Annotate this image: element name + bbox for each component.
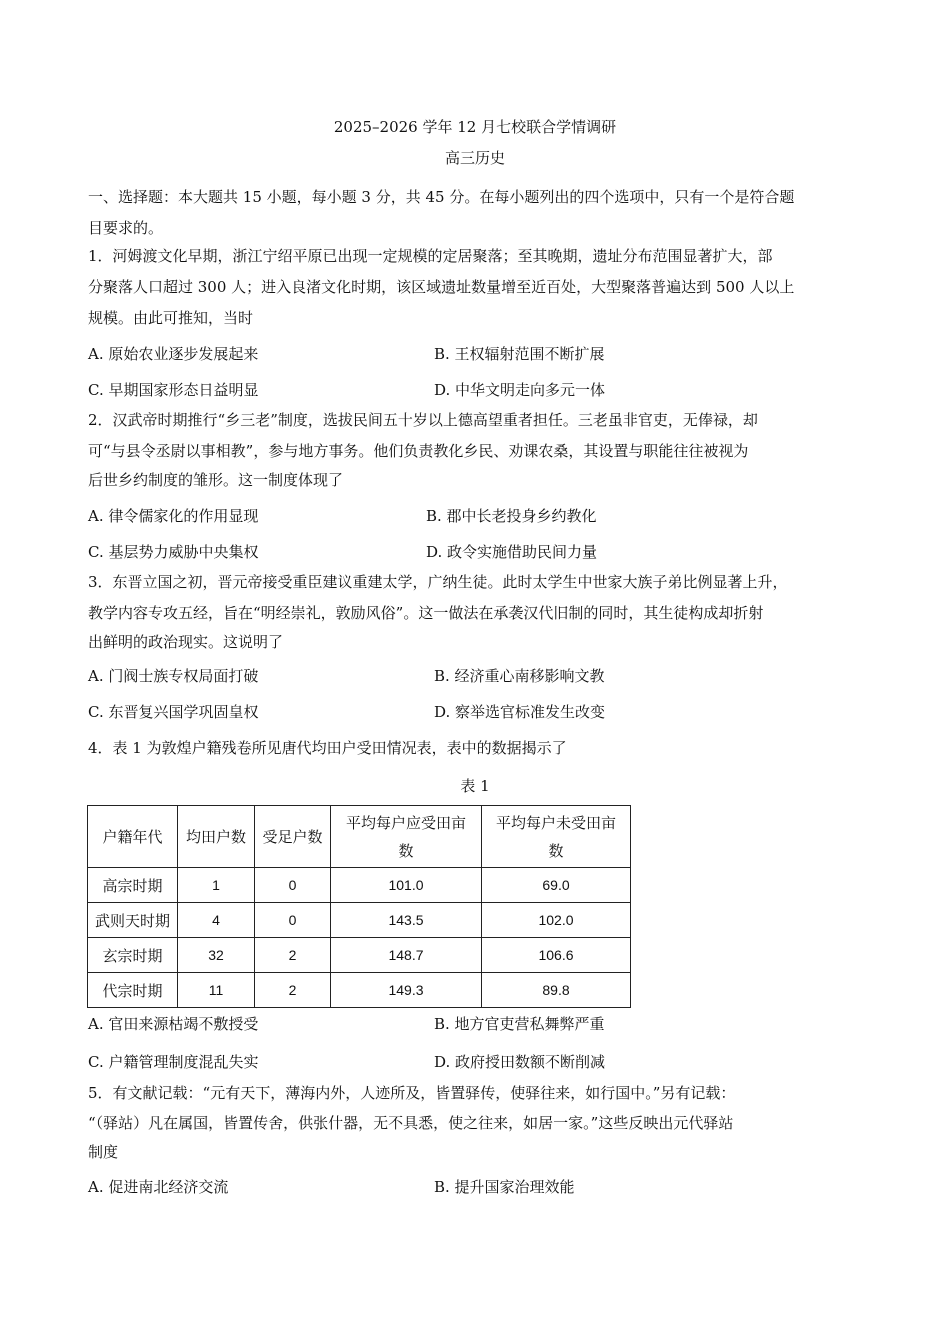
table-cell: 106.6: [482, 938, 631, 973]
q2-option-a[interactable]: A. 律令儒家化的作用显现: [88, 507, 259, 525]
table-cell: 102.0: [482, 903, 631, 938]
table-header-cell: 平均每户未受田亩 数: [482, 806, 631, 868]
table-cell: 32: [178, 938, 255, 973]
q5-stem-line2: “（驿站）凡在属国，皆置传舍，供张什器，无不具悉，使之往来，如居一家。”这些反映出元代驿站: [88, 1114, 734, 1132]
table-cell: 武则天时期: [88, 903, 178, 938]
table-cell: 2: [255, 938, 331, 973]
table-cell: 0: [255, 868, 331, 903]
section-instructions-line2: 目要求的。: [88, 219, 164, 237]
table-header-cell: 均田户数: [178, 806, 255, 868]
q1-stem-line3: 规模。由此可推知，当时: [88, 309, 254, 327]
q1-option-b[interactable]: B. 王权辐射范围不断扩展: [434, 345, 605, 363]
q5-stem-line1: 5．有文献记载：“元有天下，薄海内外，人迹所及，皆置驿传，使驿往来，如行国中。”另有记载：: [88, 1084, 736, 1102]
table-header-cell: 平均每户应受田亩 数: [331, 806, 482, 868]
table-cell: 143.5: [331, 903, 482, 938]
q2-stem-line3: 后世乡约制度的雏形。这一制度体现了: [88, 471, 344, 489]
q3-option-c[interactable]: C. 东晋复兴国学巩固皇权: [88, 703, 259, 721]
table-cell: 69.0: [482, 868, 631, 903]
table-cell: 148.7: [331, 938, 482, 973]
table-row: [88, 938, 631, 973]
table-header-cell: 户籍年代: [88, 806, 178, 868]
q4-option-c[interactable]: C. 户籍管理制度混乱失实: [88, 1053, 259, 1071]
table-row: [88, 868, 631, 903]
q5-option-a[interactable]: A. 促进南北经济交流: [88, 1178, 229, 1196]
table-cell: 高宗时期: [88, 868, 178, 903]
q1-option-a[interactable]: A. 原始农业逐步发展起来: [88, 345, 259, 363]
table-cell: 89.8: [482, 973, 631, 1008]
q2-option-b[interactable]: B. 郡中长老投身乡约教化: [426, 507, 597, 525]
land-allocation-table: [87, 805, 631, 1008]
table-header-cell: 受足户数: [255, 806, 331, 868]
q1-option-c[interactable]: C. 早期国家形态日益明显: [88, 381, 259, 399]
q1-stem-line2: 分聚落人口超过 300 人；进入良渚文化时期，该区域遗址数量增至近百处，大型聚落普遍达到 500 人以上: [88, 278, 795, 296]
q3-option-b[interactable]: B. 经济重心南移影响文教: [434, 667, 605, 685]
exam-title: 2025–2026 学年 12 月七校联合学情调研: [333, 118, 617, 136]
q4-option-a[interactable]: A. 官田来源枯竭不敷授受: [88, 1015, 259, 1033]
q1-stem-line1: 1．河姆渡文化早期，浙江宁绍平原已出现一定规模的定居聚落；至其晚期，遗址分布范围显著扩大，部: [88, 247, 773, 265]
q4-stem-line1: 4．表 1 为敦煌户籍残卷所见唐代均田户受田情况表，表中的数据揭示了: [88, 739, 567, 757]
q3-option-a[interactable]: A. 门阀士族专权局面打破: [88, 667, 259, 685]
q1-option-d[interactable]: D. 中华文明走向多元一体: [434, 381, 606, 399]
q3-stem-line2: 教学内容专攻五经，旨在“明经崇礼，敦励风俗”。这一做法在承袭汉代旧制的同时，其生徒构成却折射: [88, 604, 764, 622]
q4-option-b[interactable]: B. 地方官吏营私舞弊严重: [434, 1015, 605, 1033]
q2-stem-line2: 可“与县令丞尉以事相教”，参与地方事务。他们负责教化乡民、劝课农桑，其设置与职能往往被视为: [88, 442, 749, 460]
table-caption: 表 1: [460, 777, 490, 795]
table-cell: 1: [178, 868, 255, 903]
table-cell: 0: [255, 903, 331, 938]
table-cell: 4: [178, 903, 255, 938]
table-cell: 11: [178, 973, 255, 1008]
q5-stem-line3: 制度: [88, 1143, 119, 1161]
section-instructions-line1: 一、选择题：本大题共 15 小题，每小题 3 分，共 45 分。在每小题列出的四个选项中，只有一个是符合题: [88, 188, 795, 206]
table-cell: 2: [255, 973, 331, 1008]
table-cell: 玄宗时期: [88, 938, 178, 973]
q4-option-d[interactable]: D. 政府授田数额不断削减: [434, 1053, 606, 1071]
q3-option-d[interactable]: D. 察举选官标准发生改变: [434, 703, 606, 721]
table-cell: 代宗时期: [88, 973, 178, 1008]
table-header-row: [88, 806, 631, 868]
table-cell: 149.3: [331, 973, 482, 1008]
q3-stem-line1: 3．东晋立国之初，晋元帝接受重臣建议重建太学，广纳生徒。此时太学生中世家大族子弟比例显著上升，: [88, 573, 788, 591]
table-row: [88, 973, 631, 1008]
table-row: [88, 903, 631, 938]
q3-stem-line3: 出鲜明的政治现实。这说明了: [88, 633, 284, 651]
subject-title: 高三历史: [444, 149, 505, 167]
q5-option-b[interactable]: B. 提升国家治理效能: [434, 1178, 575, 1196]
q2-option-d[interactable]: D. 政令实施借助民间力量: [426, 543, 598, 561]
q2-stem-line1: 2．汉武帝时期推行“乡三老”制度，选拔民间五十岁以上德高望重者担任。三老虽非官吏，无俸禄，却: [88, 411, 758, 429]
q2-option-c[interactable]: C. 基层势力威胁中央集权: [88, 543, 259, 561]
table-cell: 101.0: [331, 868, 482, 903]
